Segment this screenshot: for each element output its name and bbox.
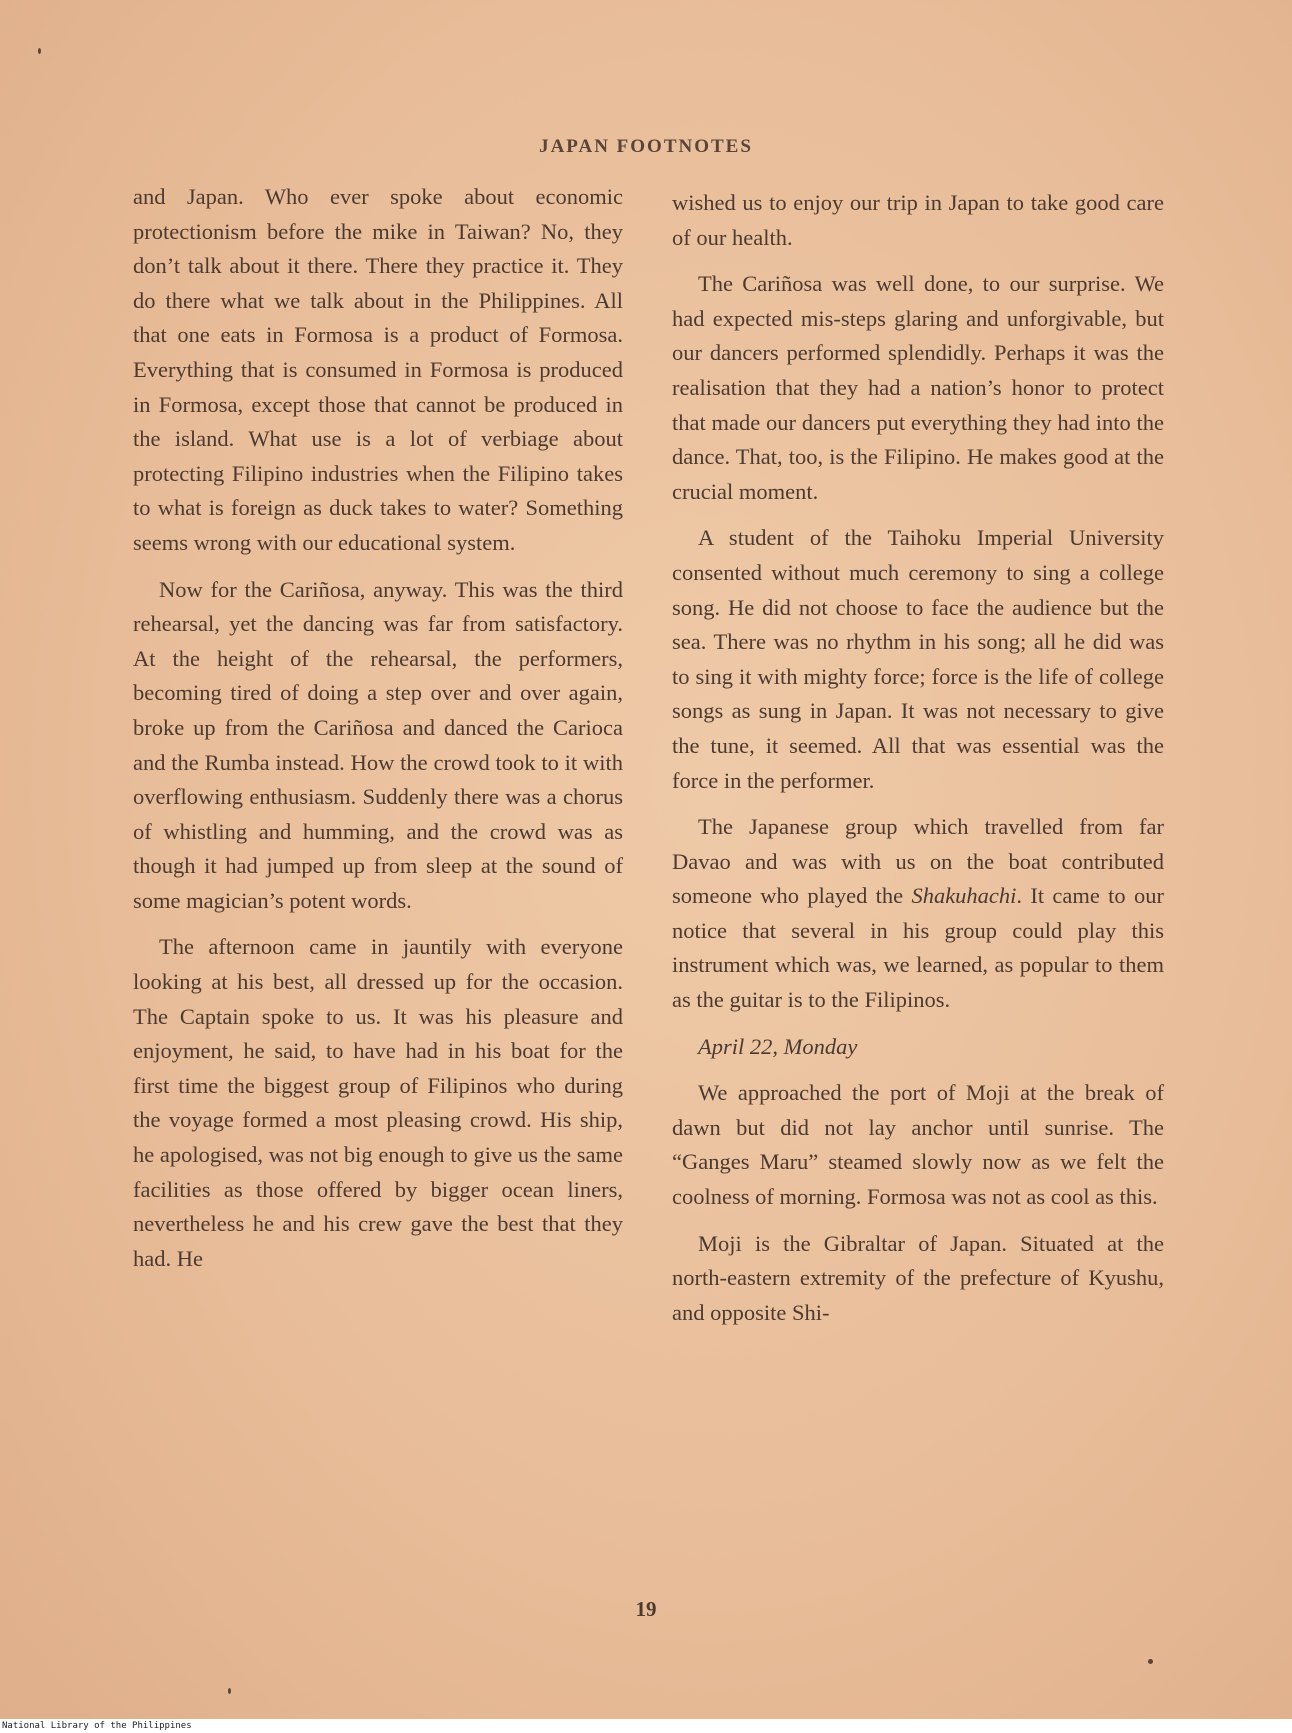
page-number: 19	[635, 1597, 657, 1621]
running-header: JAPAN FOOTNOTES	[539, 136, 753, 157]
paragraph: The afternoon came in jauntily with everyone looking at his best, all dressed up for the occasion. The Captain spoke to us. It was his pleasure and enjoyment, he said, to have had in his boat for the first time the biggest group of Filipinos who during the voyage formed a most pleasing crowd. His ship, he apologised, was not big enough to give us the same facilities as those offered by bigger ocean liners, nevertheless he and his crew gave the best that they had. He	[133, 934, 623, 1271]
paper-speck	[1148, 1659, 1153, 1664]
dateline: April 22, Monday	[698, 1033, 858, 1059]
paper-speck	[38, 48, 41, 54]
paragraph-text: The Japanese group which travelled from far Davao and was with us on the boat contributed someone who played the	[672, 814, 1164, 909]
left-column	[133, 180, 623, 1288]
paragraph: A student of the Taihoku Imperial University consented without much ceremony to sing a college song. He did not choose to face the audience but the sea. There was no rhythm in his song; all he did was to sing it with mighty force; force is the life of college songs as sung in Japan. It was not necessary to give the tune, it seemed. All that was essential was the force in the performer.	[672, 525, 1164, 793]
paragraph: We approached the port of Moji at the break of dawn but did not lay anchor until sunrise. The “Ganges Maru” steamed slowly now as we felt the coolness of morning. Formosa was not as cool as this.	[672, 1080, 1164, 1210]
paragraph: Moji is the Gibraltar of Japan. Situated at the north-eastern extremity of the prefecture of Kyushu, and opposite Shi-	[672, 1230, 1164, 1325]
instrument-name: Shakuhachi	[911, 883, 1017, 909]
right-column	[672, 186, 1164, 1342]
footer-credit: National Library of the Philippines	[0, 1719, 1292, 1733]
paragraph	[672, 810, 1164, 1018]
paragraph: The Cariñosa was well done, to our surprise. We had expected mis-steps glaring and unforgivable, but our dancers performed splendidly. Perhaps it was the realisation that they had a nation’s honor to protect that made our dancers put everything they had into the dance. That, too, is the Filipino. He makes good at the crucial moment.	[672, 271, 1164, 504]
paper-speck	[228, 1688, 231, 1694]
paragraph: wished us to enjoy our trip in Japan to take good care of our health.	[672, 190, 1164, 250]
paragraph: and Japan. Who ever spoke about economic protectionism before the mike in Taiwan? No, they don’t talk about it there. There they practice it. They do there what we talk about in the Philippines. All that one eats in Formosa is a product of Formosa. Everything that is consumed in Formosa is produced in Formosa, except those that cannot be produced in the island. What use is a lot of verbiage about protecting Filipino industries when the Filipino takes to what is foreign as duck takes to water? Something seems wrong with our educational system.	[133, 184, 623, 555]
paragraph: Now for the Cariñosa, anyway. This was the third rehearsal, yet the dancing was far from satisfactory. At the height of the rehearsal, the performers, becoming tired of doing a step over and over again, broke up from the Cariñosa and danced the Carioca and the Rumba instead. How the crowd took to it with overflowing enthusiasm. Suddenly there was a chorus of whistling and humming, and the crowd was as though it had jumped up from sleep at the sound of some magician’s potent words.	[133, 576, 623, 913]
paragraph-text: . It came to our notice that several in his group could play this instrument which was, we learned, as popular to them as the guitar is to the Filipinos.	[672, 883, 1164, 1013]
